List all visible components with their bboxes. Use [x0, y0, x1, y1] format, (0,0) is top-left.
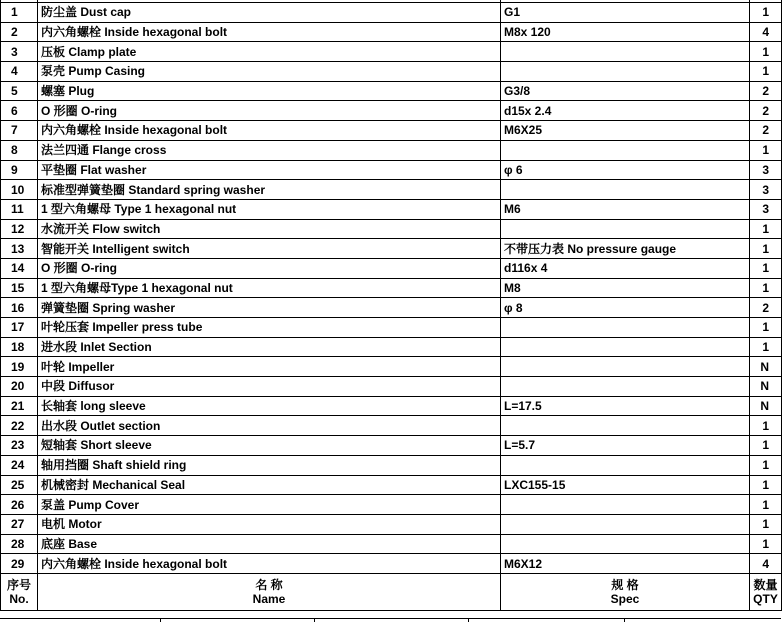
table-row: [1, 278, 782, 298]
row-name: 叶轮 Impeller: [38, 357, 501, 377]
row-spec: M8x 120: [501, 22, 750, 42]
table-row: [1, 140, 782, 160]
row-name: 进水段 Inlet Section: [38, 337, 501, 357]
header-no-en: No.: [9, 591, 29, 606]
row-qty: 2: [750, 298, 782, 318]
row-spec: L=5.7: [501, 436, 750, 456]
row-no: 13: [1, 239, 38, 259]
row-no: 14: [1, 258, 38, 278]
row-no: 23: [1, 436, 38, 456]
header-spec-cn: 规 格: [611, 577, 639, 592]
row-name: 长轴套 long sleeve: [38, 396, 501, 416]
row-qty: 1: [750, 42, 782, 62]
row-name: 泵壳 Pump Casing: [38, 62, 501, 82]
header-spec-en: Spec: [610, 591, 640, 606]
row-spec: [501, 337, 750, 357]
row-spec: [501, 357, 750, 377]
row-qty: 1: [750, 337, 782, 357]
table-row: [1, 258, 782, 278]
row-name: 平垫圈 Flat washer: [38, 160, 501, 180]
row-qty: N: [750, 357, 782, 377]
parts-list-body: [1, 0, 782, 573]
row-spec: [501, 62, 750, 82]
row-spec: [501, 219, 750, 239]
row-spec: φ 8: [501, 298, 750, 318]
table-row: [1, 337, 782, 357]
row-spec: 不带压力表 No pressure gauge: [501, 239, 750, 259]
row-qty: 3: [750, 160, 782, 180]
row-qty: 1: [750, 278, 782, 298]
row-spec: L=17.5: [501, 396, 750, 416]
header-no: [1, 573, 38, 610]
table-row: [1, 475, 782, 495]
row-qty: 1: [750, 475, 782, 495]
header-spec: [501, 573, 750, 610]
row-no: 10: [1, 180, 38, 200]
row-no: 8: [1, 140, 38, 160]
table-row: [1, 396, 782, 416]
header-name-cn: 名 称: [255, 577, 283, 592]
row-name: 压板 Clamp plate: [38, 42, 501, 62]
header-name-en: Name: [252, 591, 286, 606]
row-name: 出水段 Outlet section: [38, 416, 501, 436]
row-qty: 3: [750, 180, 782, 200]
row-spec: M6X25: [501, 121, 750, 141]
row-spec: [501, 318, 750, 338]
row-spec: [501, 377, 750, 397]
table-row: [1, 22, 782, 42]
row-qty: 1: [750, 416, 782, 436]
row-name: 智能开关 Intelligent switch: [38, 239, 501, 259]
row-spec: G3/8: [501, 81, 750, 101]
row-spec: d116x 4: [501, 258, 750, 278]
row-no: 26: [1, 495, 38, 515]
row-spec: M6: [501, 199, 750, 219]
row-qty: N: [750, 377, 782, 397]
row-no: 16: [1, 298, 38, 318]
table-row: [1, 455, 782, 475]
row-name: 1 型六角螺母Type 1 hexagonal nut: [38, 278, 501, 298]
row-no: 5: [1, 81, 38, 101]
row-qty: 1: [750, 455, 782, 475]
row-spec: [501, 534, 750, 554]
row-qty: 1: [750, 62, 782, 82]
row-no: 19: [1, 357, 38, 377]
row-name: 轴用挡圈 Shaft shield ring: [38, 455, 501, 475]
table-row: [1, 180, 782, 200]
row-spec: G1: [501, 3, 750, 23]
row-name: 弹簧垫圈 Spring washer: [38, 298, 501, 318]
row-name: 泵盖 Pump Cover: [38, 495, 501, 515]
row-qty: 4: [750, 22, 782, 42]
row-spec: LXC155-15: [501, 475, 750, 495]
row-no: 20: [1, 377, 38, 397]
row-name: 叶轮压套 Impeller press tube: [38, 318, 501, 338]
table-row: [1, 3, 782, 23]
row-spec: M8: [501, 278, 750, 298]
row-no: 3: [1, 42, 38, 62]
row-qty: 1: [750, 239, 782, 259]
table-row: [1, 554, 782, 574]
row-spec: [501, 42, 750, 62]
row-qty: 3: [750, 199, 782, 219]
row-no: 2: [1, 22, 38, 42]
row-qty: 1: [750, 514, 782, 534]
row-qty: 1: [750, 140, 782, 160]
table-row: [1, 495, 782, 515]
row-spec: [501, 495, 750, 515]
row-qty: 1: [750, 258, 782, 278]
row-no: 29: [1, 554, 38, 574]
row-no: 28: [1, 534, 38, 554]
row-spec: [501, 514, 750, 534]
row-qty: 2: [750, 81, 782, 101]
header-qty: [750, 573, 782, 610]
row-spec: φ 6: [501, 160, 750, 180]
row-name: 机械密封 Mechanical Seal: [38, 475, 501, 495]
row-name: 螺塞 Plug: [38, 81, 501, 101]
row-qty: N: [750, 396, 782, 416]
row-qty: 1: [750, 219, 782, 239]
row-spec: [501, 140, 750, 160]
row-qty: 4: [750, 554, 782, 574]
row-no: 15: [1, 278, 38, 298]
row-name: 短轴套 Short sleeve: [38, 436, 501, 456]
row-spec: M6X12: [501, 554, 750, 574]
row-name: 底座 Base: [38, 534, 501, 554]
row-no: 17: [1, 318, 38, 338]
row-qty: 2: [750, 121, 782, 141]
table-row: [1, 42, 782, 62]
row-name: 电机 Motor: [38, 514, 501, 534]
row-no: 11: [1, 199, 38, 219]
row-no: 25: [1, 475, 38, 495]
row-no: 24: [1, 455, 38, 475]
row-name: O 形圈 O-ring: [38, 101, 501, 121]
table-row: [1, 318, 782, 338]
row-qty: 2: [750, 101, 782, 121]
table-row: [1, 377, 782, 397]
table-row: [1, 534, 782, 554]
row-name: 内六角螺栓 Inside hexagonal bolt: [38, 22, 501, 42]
row-no: 12: [1, 219, 38, 239]
row-spec: [501, 416, 750, 436]
row-no: 4: [1, 62, 38, 82]
row-name: 标准型弹簧垫圈 Standard spring washer: [38, 180, 501, 200]
row-qty: 1: [750, 495, 782, 515]
row-no: 6: [1, 101, 38, 121]
row-spec: [501, 455, 750, 475]
row-name: 内六角螺栓 Inside hexagonal bolt: [38, 554, 501, 574]
table-row: [1, 219, 782, 239]
table-row: [1, 416, 782, 436]
table-row: [1, 298, 782, 318]
header-name: [38, 573, 501, 610]
row-qty: 1: [750, 534, 782, 554]
row-qty: 1: [750, 3, 782, 23]
row-qty: 1: [750, 318, 782, 338]
row-no: 9: [1, 160, 38, 180]
row-spec: d15x 2.4: [501, 101, 750, 121]
row-no: 27: [1, 514, 38, 534]
row-no: 1: [1, 3, 38, 23]
row-name: 1 型六角螺母 Type 1 hexagonal nut: [38, 199, 501, 219]
row-name: O 形圈 O-ring: [38, 258, 501, 278]
row-no: 18: [1, 337, 38, 357]
row-qty: 1: [750, 436, 782, 456]
row-name: 法兰四通 Flange cross: [38, 140, 501, 160]
table-row: [1, 514, 782, 534]
table-row: [1, 81, 782, 101]
table-row: [1, 101, 782, 121]
row-name: 内六角螺栓 Inside hexagonal bolt: [38, 121, 501, 141]
table-row: [1, 199, 782, 219]
row-name: 水流开关 Flow switch: [38, 219, 501, 239]
header-qty-cn: 数量: [753, 577, 778, 592]
header-no-cn: 序号: [6, 577, 31, 592]
row-no: 21: [1, 396, 38, 416]
column-header-row: [1, 573, 782, 610]
table-row: [1, 62, 782, 82]
row-no: 7: [1, 121, 38, 141]
row-name: 防尘盖 Dust cap: [38, 3, 501, 23]
table-row: [1, 357, 782, 377]
header-qty-en: QTY: [753, 591, 778, 606]
table-row: [1, 239, 782, 259]
row-name: 中段 Diffusor: [38, 377, 501, 397]
table-row: [1, 121, 782, 141]
row-no: 22: [1, 416, 38, 436]
table-row: [1, 436, 782, 456]
row-spec: [501, 180, 750, 200]
table-row: [1, 160, 782, 180]
